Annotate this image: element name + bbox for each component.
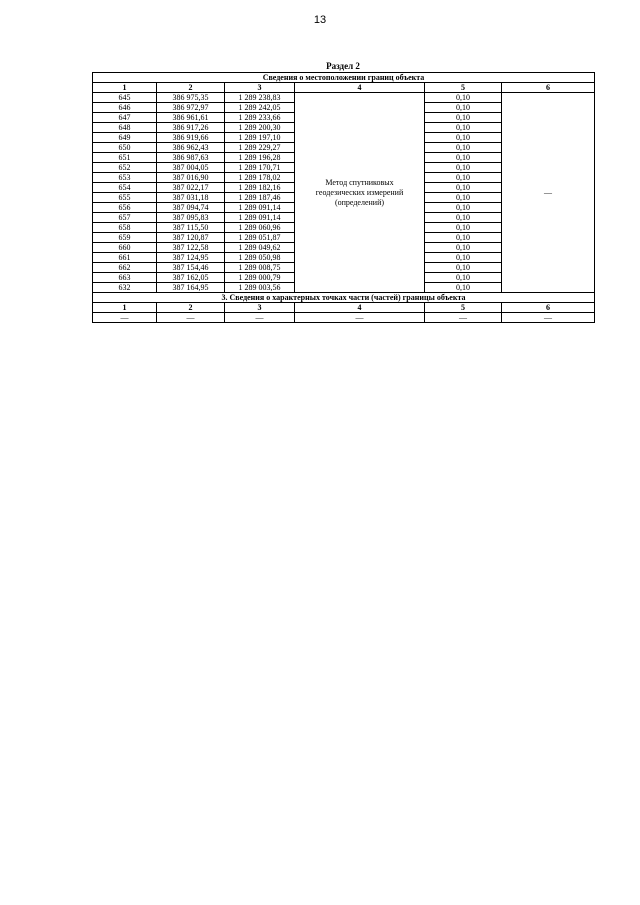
x-coordinate-cell: 386 917,26 bbox=[157, 123, 225, 133]
x-coordinate-cell: 387 004,05 bbox=[157, 163, 225, 173]
y-coordinate-cell: 1 289 187,46 bbox=[225, 193, 295, 203]
point-number-cell: 651 bbox=[93, 153, 157, 163]
x-coordinate-cell: 386 919,66 bbox=[157, 133, 225, 143]
accuracy-cell: 0,10 bbox=[425, 153, 502, 163]
table2-column-header: 2 bbox=[157, 303, 225, 313]
y-coordinate-cell: 1 289 238,83 bbox=[225, 93, 295, 103]
table2-cell: — bbox=[93, 313, 157, 323]
point-number-cell: 655 bbox=[93, 193, 157, 203]
point-number-cell: 650 bbox=[93, 143, 157, 153]
table1-title: Сведения о местоположении границ объекта bbox=[93, 73, 595, 83]
table1-column-header: 3 bbox=[225, 83, 295, 93]
x-coordinate-cell: 387 016,90 bbox=[157, 173, 225, 183]
x-coordinate-cell: 386 962,43 bbox=[157, 143, 225, 153]
x-coordinate-cell: 386 972,97 bbox=[157, 103, 225, 113]
point-number-cell: 654 bbox=[93, 183, 157, 193]
table2-cell: — bbox=[502, 313, 595, 323]
point-number-cell: 659 bbox=[93, 233, 157, 243]
y-coordinate-cell: 1 289 050,98 bbox=[225, 253, 295, 263]
point-number-cell: 656 bbox=[93, 203, 157, 213]
accuracy-cell: 0,10 bbox=[425, 93, 502, 103]
point-number-cell: 660 bbox=[93, 243, 157, 253]
accuracy-cell: 0,10 bbox=[425, 193, 502, 203]
y-coordinate-cell: 1 289 060,96 bbox=[225, 223, 295, 233]
table1-column-header: 4 bbox=[295, 83, 425, 93]
x-coordinate-cell: 387 095,83 bbox=[157, 213, 225, 223]
accuracy-cell: 0,10 bbox=[425, 163, 502, 173]
accuracy-cell: 0,10 bbox=[425, 143, 502, 153]
table2-column-header: 3 bbox=[225, 303, 295, 313]
point-number-cell: 663 bbox=[93, 273, 157, 283]
accuracy-cell: 0,10 bbox=[425, 133, 502, 143]
accuracy-cell: 0,10 bbox=[425, 173, 502, 183]
x-coordinate-cell: 387 164,95 bbox=[157, 283, 225, 293]
table1-title-row bbox=[93, 73, 595, 83]
table2-column-header: 6 bbox=[502, 303, 595, 313]
table2-title: 3. Сведения о характерных точках части (частей) границы объекта bbox=[93, 293, 595, 303]
point-number-cell: 658 bbox=[93, 223, 157, 233]
accuracy-cell: 0,10 bbox=[425, 283, 502, 293]
point-number-cell: 652 bbox=[93, 163, 157, 173]
point-number-cell: 661 bbox=[93, 253, 157, 263]
x-coordinate-cell: 386 961,61 bbox=[157, 113, 225, 123]
column-6-cell: — bbox=[502, 93, 595, 293]
page-number: 13 bbox=[313, 14, 327, 26]
accuracy-cell: 0,10 bbox=[425, 183, 502, 193]
table2-column-header: 4 bbox=[295, 303, 425, 313]
x-coordinate-cell: 387 120,87 bbox=[157, 233, 225, 243]
y-coordinate-cell: 1 289 178,02 bbox=[225, 173, 295, 183]
table1-column-header: 6 bbox=[502, 83, 595, 93]
y-coordinate-cell: 1 289 182,16 bbox=[225, 183, 295, 193]
point-number-cell: 647 bbox=[93, 113, 157, 123]
table2-title-row bbox=[93, 293, 595, 303]
table1-column-header: 5 bbox=[425, 83, 502, 93]
table1-column-header: 2 bbox=[157, 83, 225, 93]
accuracy-cell: 0,10 bbox=[425, 233, 502, 243]
point-number-cell: 648 bbox=[93, 123, 157, 133]
y-coordinate-cell: 1 289 200,30 bbox=[225, 123, 295, 133]
table2-column-header: 5 bbox=[425, 303, 502, 313]
accuracy-cell: 0,10 bbox=[425, 103, 502, 113]
table1-row bbox=[93, 93, 595, 103]
accuracy-cell: 0,10 bbox=[425, 243, 502, 253]
y-coordinate-cell: 1 289 091,14 bbox=[225, 203, 295, 213]
table2-header-row bbox=[93, 303, 595, 313]
y-coordinate-cell: 1 289 008,75 bbox=[225, 263, 295, 273]
y-coordinate-cell: 1 289 197,10 bbox=[225, 133, 295, 143]
x-coordinate-cell: 387 115,50 bbox=[157, 223, 225, 233]
accuracy-cell: 0,10 bbox=[425, 203, 502, 213]
table2-column-header: 1 bbox=[93, 303, 157, 313]
y-coordinate-cell: 1 289 242,05 bbox=[225, 103, 295, 113]
table2-cell: — bbox=[425, 313, 502, 323]
accuracy-cell: 0,10 bbox=[425, 253, 502, 263]
table-body bbox=[93, 73, 595, 323]
accuracy-cell: 0,10 bbox=[425, 123, 502, 133]
accuracy-cell: 0,10 bbox=[425, 273, 502, 283]
accuracy-cell: 0,10 bbox=[425, 213, 502, 223]
x-coordinate-cell: 387 031,18 bbox=[157, 193, 225, 203]
x-coordinate-cell: 387 154,46 bbox=[157, 263, 225, 273]
point-number-cell: 649 bbox=[93, 133, 157, 143]
x-coordinate-cell: 387 124,95 bbox=[157, 253, 225, 263]
table2-row bbox=[93, 313, 595, 323]
y-coordinate-cell: 1 289 003,56 bbox=[225, 283, 295, 293]
accuracy-cell: 0,10 bbox=[425, 113, 502, 123]
point-number-cell: 646 bbox=[93, 103, 157, 113]
y-coordinate-cell: 1 289 091,14 bbox=[225, 213, 295, 223]
point-number-cell: 657 bbox=[93, 213, 157, 223]
point-number-cell: 645 bbox=[93, 93, 157, 103]
y-coordinate-cell: 1 289 049,62 bbox=[225, 243, 295, 253]
y-coordinate-cell: 1 289 233,66 bbox=[225, 113, 295, 123]
table2-cell: — bbox=[295, 313, 425, 323]
x-coordinate-cell: 387 022,17 bbox=[157, 183, 225, 193]
point-number-cell: 662 bbox=[93, 263, 157, 273]
table2-cell: — bbox=[157, 313, 225, 323]
x-coordinate-cell: 386 987,63 bbox=[157, 153, 225, 163]
point-number-cell: 632 bbox=[93, 283, 157, 293]
boundary-coordinates-table bbox=[92, 72, 595, 323]
table1-header-row bbox=[93, 83, 595, 93]
x-coordinate-cell: 386 975,35 bbox=[157, 93, 225, 103]
y-coordinate-cell: 1 289 229,27 bbox=[225, 143, 295, 153]
y-coordinate-cell: 1 289 170,71 bbox=[225, 163, 295, 173]
table2-cell: — bbox=[225, 313, 295, 323]
point-number-cell: 653 bbox=[93, 173, 157, 183]
section-title: Раздел 2 bbox=[326, 61, 360, 71]
method-cell: Метод спутниковых геодезических измерений (определений) bbox=[295, 93, 425, 293]
x-coordinate-cell: 387 094,74 bbox=[157, 203, 225, 213]
y-coordinate-cell: 1 289 000,79 bbox=[225, 273, 295, 283]
x-coordinate-cell: 387 162,05 bbox=[157, 273, 225, 283]
accuracy-cell: 0,10 bbox=[425, 263, 502, 273]
table1-column-header: 1 bbox=[93, 83, 157, 93]
y-coordinate-cell: 1 289 051,87 bbox=[225, 233, 295, 243]
accuracy-cell: 0,10 bbox=[425, 223, 502, 233]
y-coordinate-cell: 1 289 196,28 bbox=[225, 153, 295, 163]
x-coordinate-cell: 387 122,58 bbox=[157, 243, 225, 253]
